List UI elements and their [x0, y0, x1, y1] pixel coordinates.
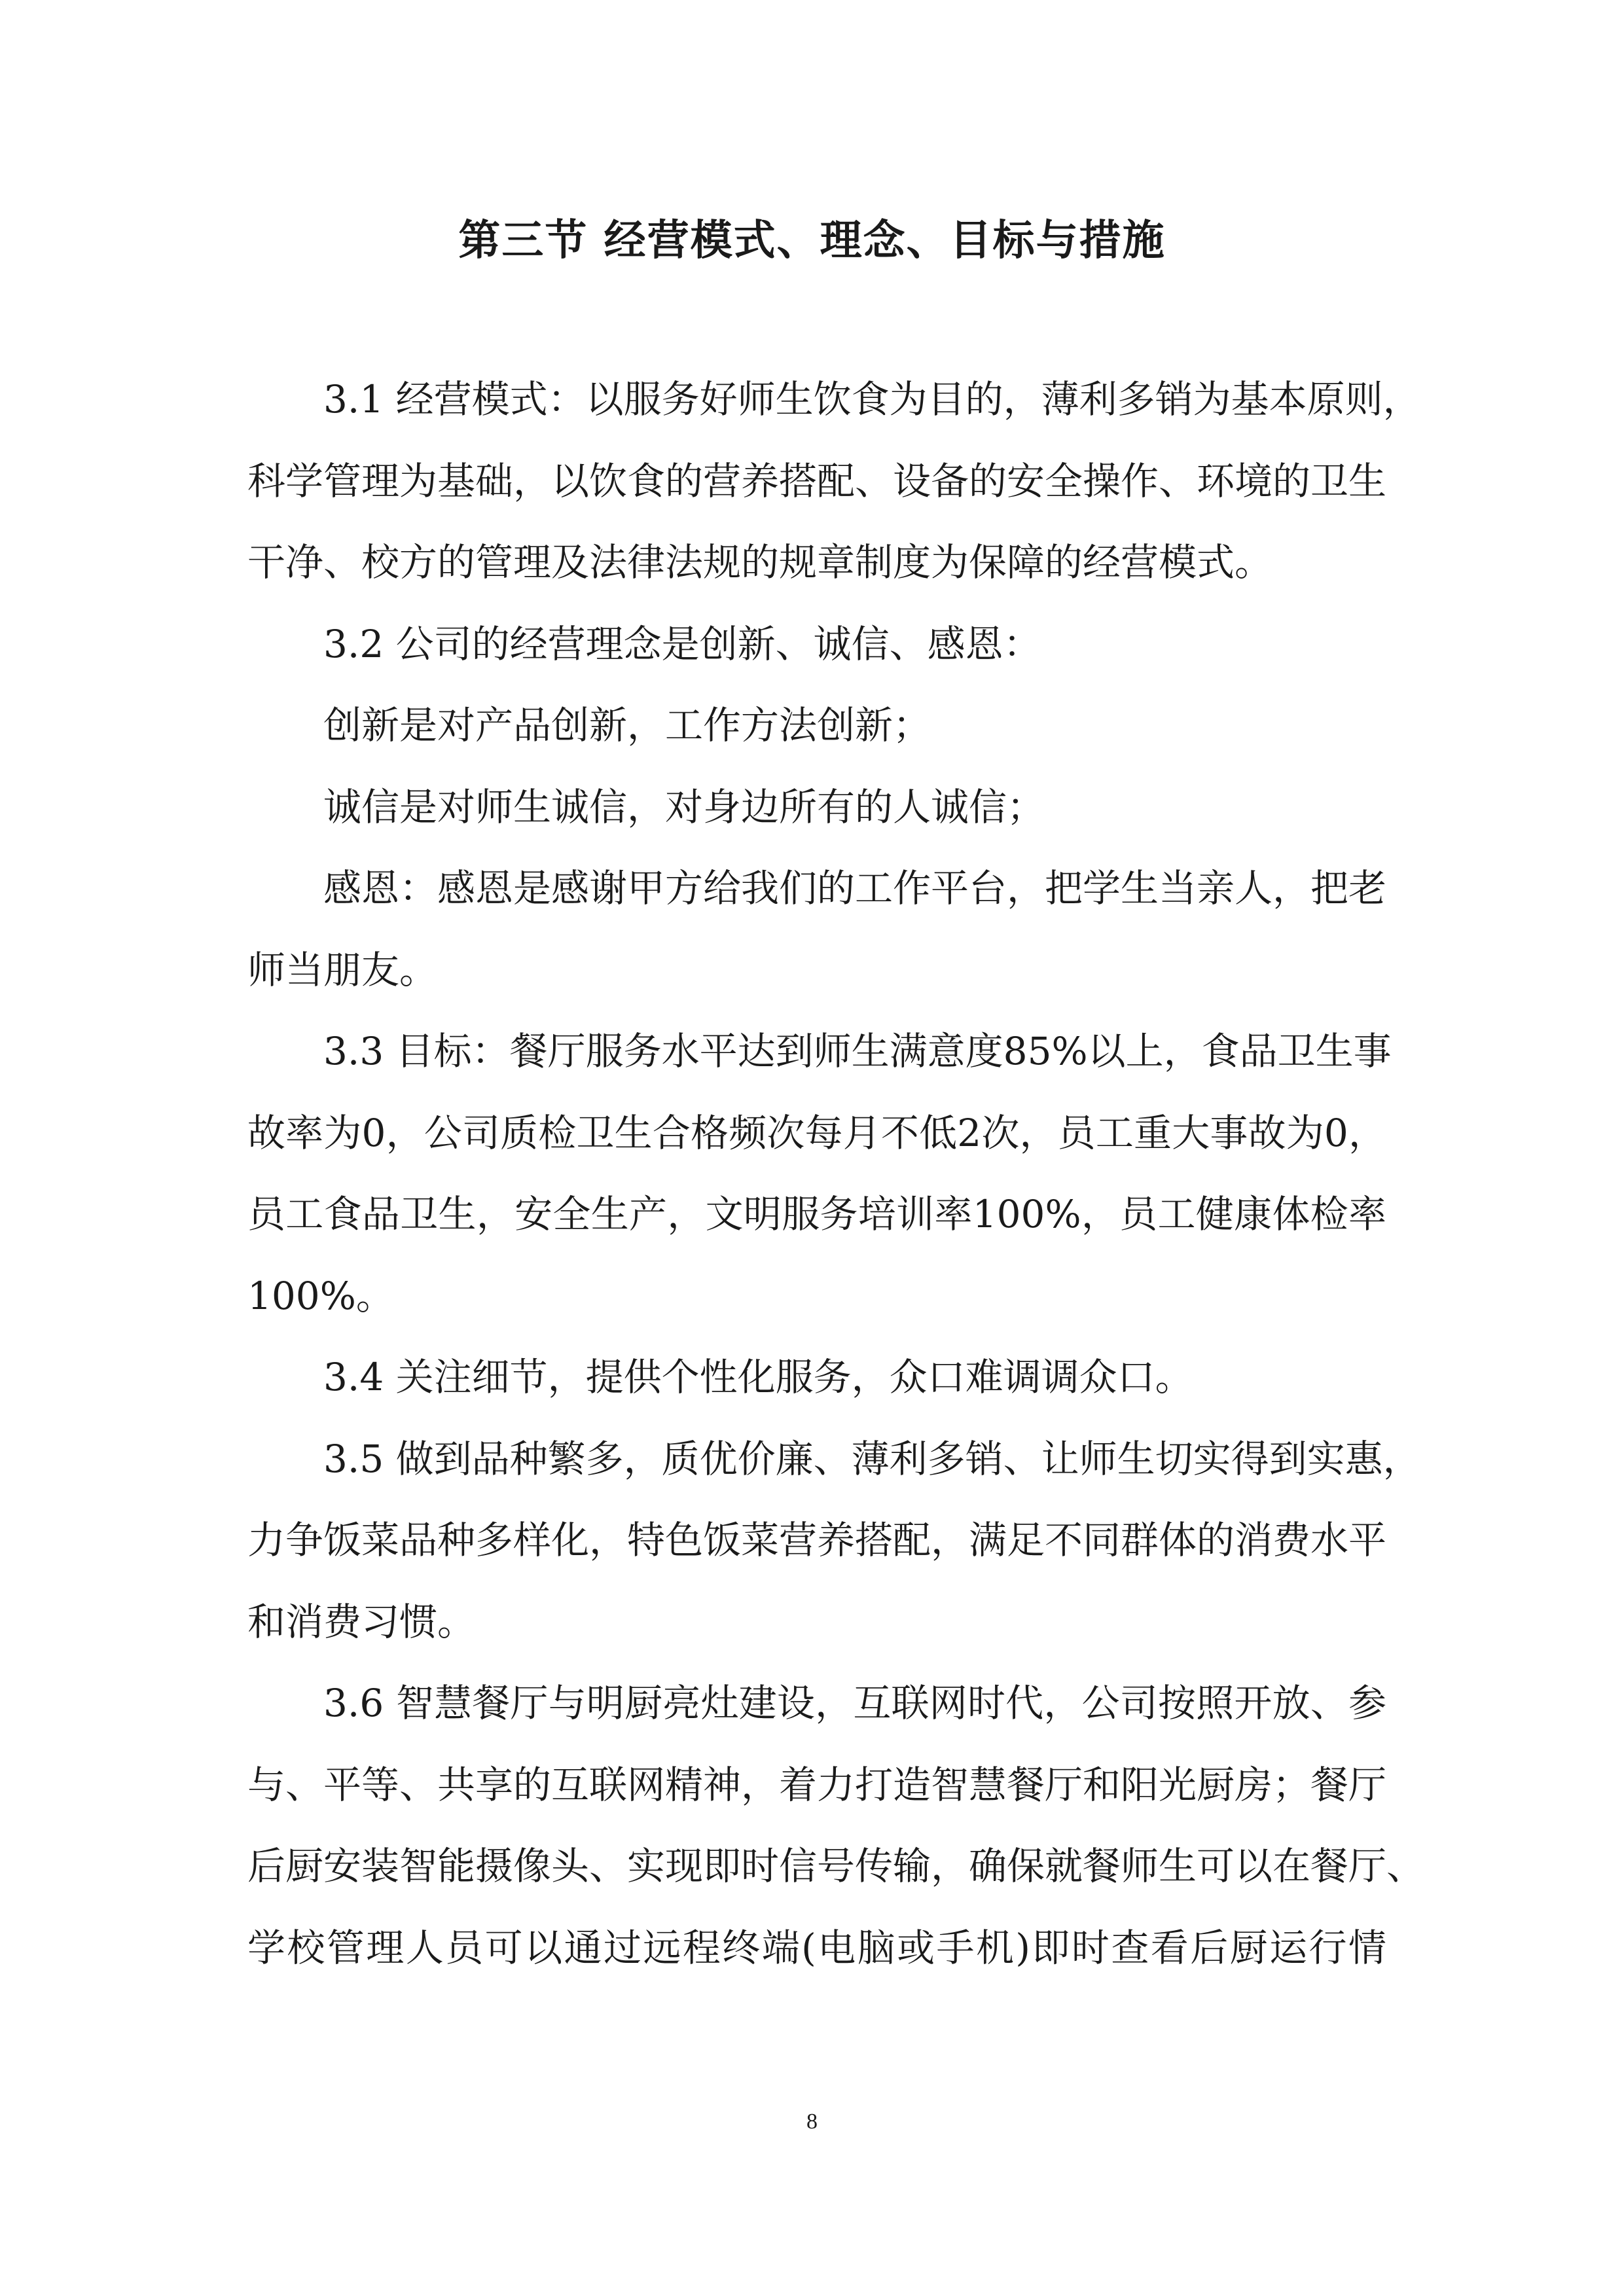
paragraph-line: 3.1 经营模式：以服务好师生饮食为目的，薄利多销为基本原则， [323, 377, 1421, 422]
paragraph-line: 3.4 关注细节，提供个性化服务，众口难调调众口。 [323, 1355, 1193, 1399]
paragraph-line: 3.5 做到品种繁多，质优价廉、薄利多销、让师生切实得到实惠， [323, 1436, 1421, 1481]
paragraph-line: 创新是对产品创新，工作方法创新； [323, 703, 931, 747]
paragraph-3-2 [247, 603, 1386, 685]
paragraph-line: 师当朋友。 [247, 947, 438, 992]
paragraph-line: 学校管理人员可以通过远程终端(电脑或手机)即时查看后厨运行情 [247, 1925, 1386, 1970]
paragraph-line: 感恩：感恩是感谢甲方给我们的工作平台，把学生当亲人，把老 [323, 866, 1387, 910]
paragraph-line: 故率为0，公司质检卫生合格频次每月不低2次，员工重大事故为0， [247, 1110, 1386, 1155]
section-title: 第三节 经营模式、理念、目标与措施 [458, 216, 1166, 265]
paragraph-line: 科学管理为基础，以饮食的营养搭配、设备的安全操作、环境的卫生 [247, 458, 1387, 503]
paragraph-line: 干净、校方的管理及法律法规的规章制度为保障的经营模式。 [247, 540, 1273, 584]
paragraph-line: 与、平等、共享的互联网精神，着力打造智慧餐厅和阳光厨房；餐厅 [247, 1762, 1387, 1807]
paragraph-line: 100%。 [247, 1273, 394, 1318]
paragraph-integrity [247, 766, 1386, 848]
paragraph-gratitude [247, 848, 1386, 1011]
paragraph-3-1 [247, 359, 1421, 603]
paragraph-3-5 [247, 1418, 1421, 1663]
paragraph-3-6 [247, 1662, 1425, 1988]
paragraph-line: 后厨安装智能摄像头、实现即时信号传输，确保就餐师生可以在餐厅、 [247, 1844, 1425, 1888]
paragraph-line: 和消费习惯。 [247, 1599, 476, 1644]
paragraph-line: 3.2 公司的经营理念是创新、诚信、感恩： [323, 621, 1041, 666]
paragraph-innovation [247, 685, 1386, 766]
document-body [247, 359, 1425, 1988]
paragraph-line: 员工食品卫生，安全生产，文明服务培训率100%，员工健康体检率 [247, 1192, 1386, 1236]
paragraph-line: 3.6 智慧餐厅与明厨亮灶建设，互联网时代，公司按照开放、参 [323, 1681, 1386, 1725]
paragraph-line: 3.3 目标：餐厅服务水平达到师生满意度85%以上，食品卫生事 [323, 1029, 1392, 1073]
page-number: 8 [806, 2109, 818, 2134]
paragraph-3-3 [247, 1011, 1392, 1336]
paragraph-line: 诚信是对师生诚信，对身边所有的人诚信； [323, 784, 1045, 829]
paragraph-line: 力争饭菜品种多样化，特色饭菜营养搭配，满足不同群体的消费水平 [247, 1518, 1387, 1562]
paragraph-3-4 [247, 1336, 1386, 1418]
